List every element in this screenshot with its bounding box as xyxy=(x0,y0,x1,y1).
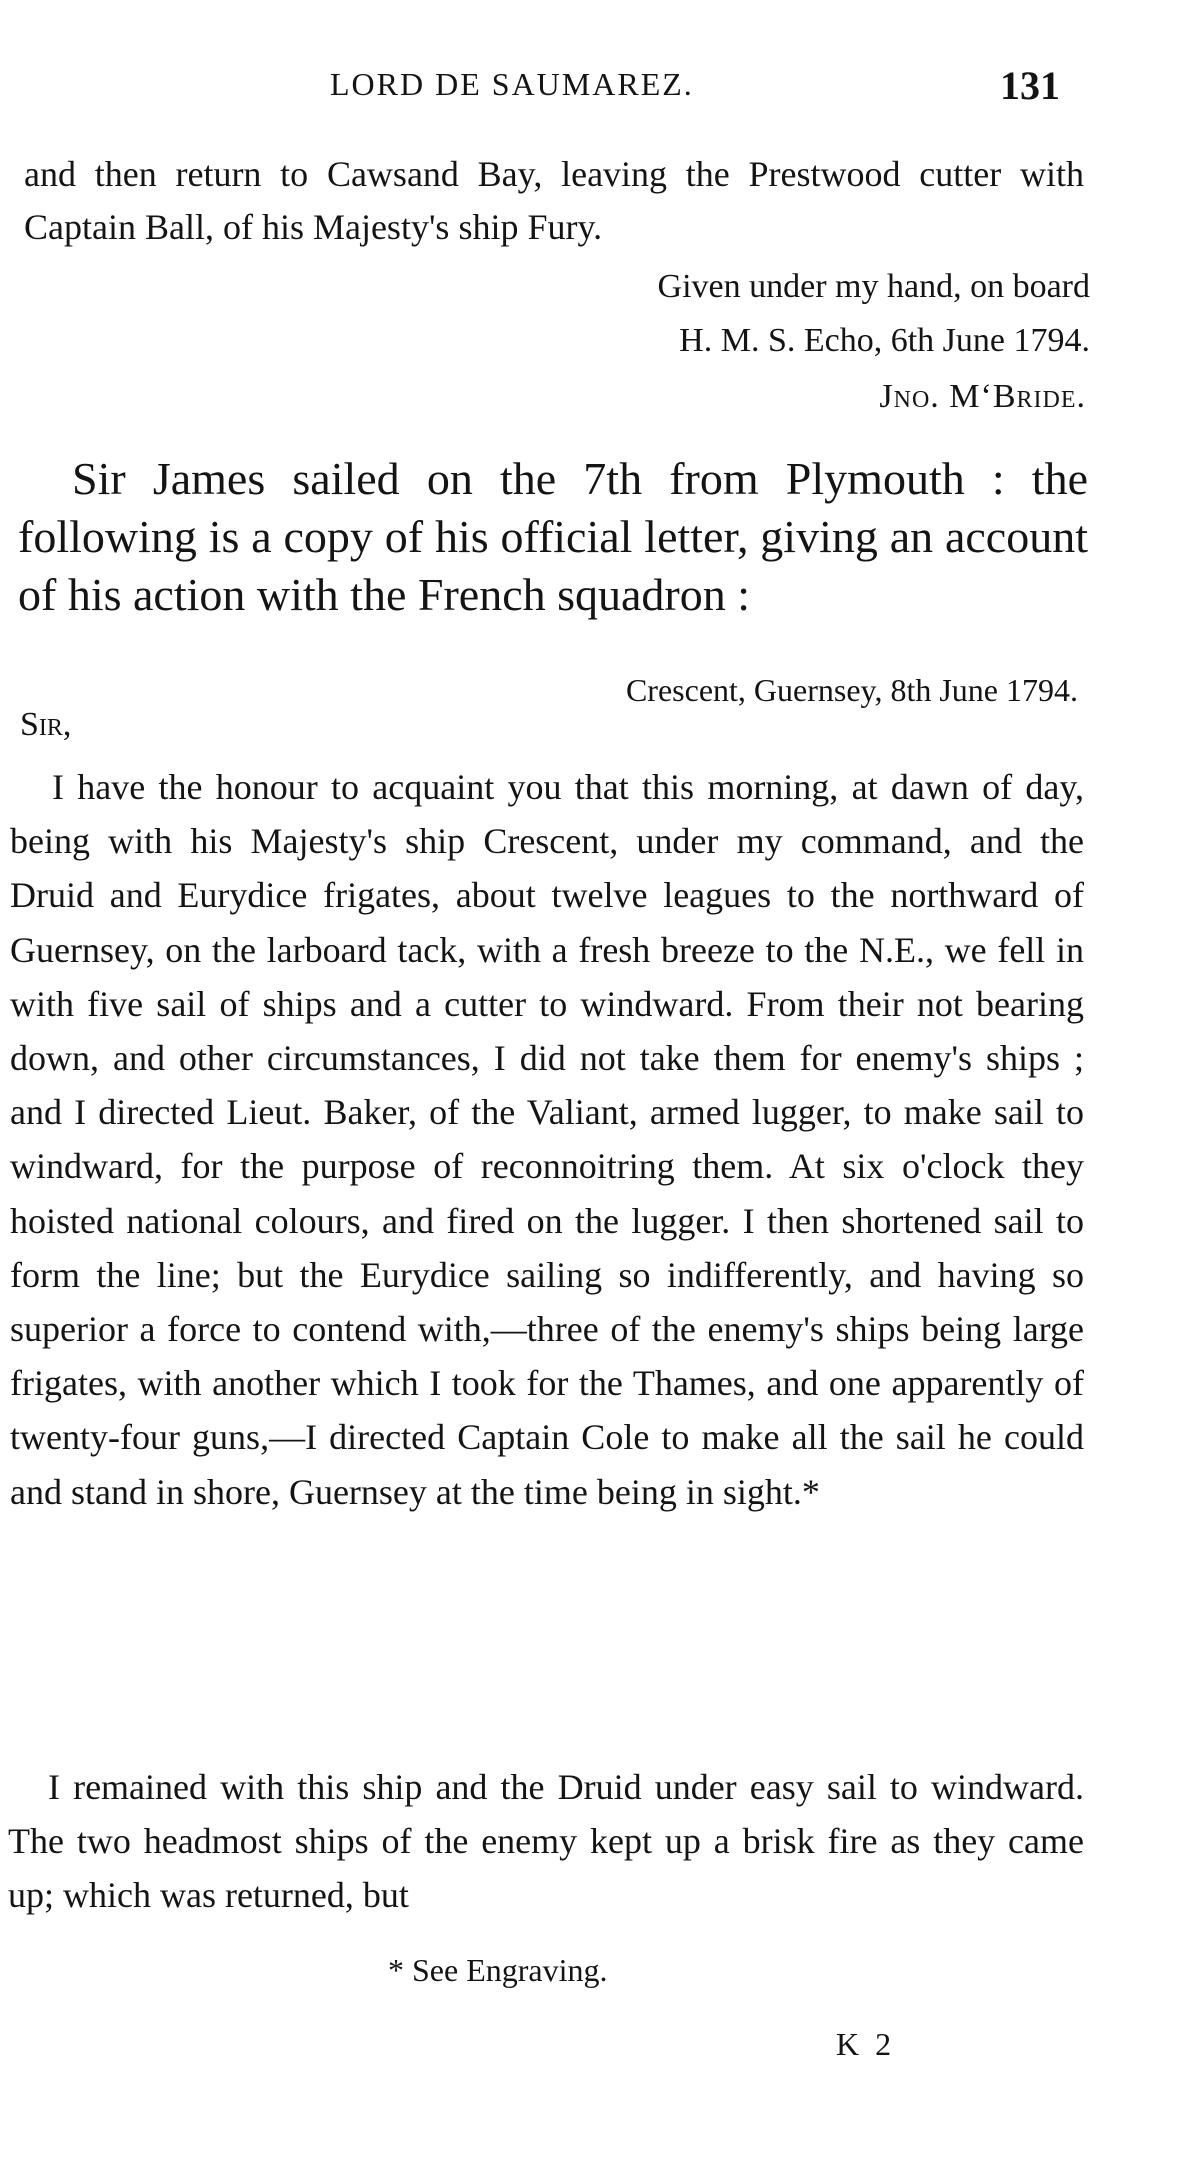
page-number: 131 xyxy=(1000,63,1060,108)
letter-dateline: Crescent, Guernsey, 8th June 1794. xyxy=(625,672,1078,708)
order-signoff-line-1: Given under my hand, on board xyxy=(657,268,1090,305)
signature-mark: K 2 xyxy=(836,2026,896,2062)
body-paragraph-1: and then return to Cawsand Bay, leaving the Prestwood cutter with Captain Ball, of his Majesty's ship Fury. xyxy=(24,154,1084,247)
running-head xyxy=(0,63,1204,116)
running-title: LORD DE SAUMAREZ. xyxy=(330,66,694,102)
letter-paragraph-1: I have the honour to acquaint you that this morning, at dawn of day, being with his Majesty's ship Crescent, under my command, and the Druid and Eurydice frigates, about twelve leagues to the northward of Guernsey, on the larboard tack, with a fresh breeze to the N.E., we fell in with five sail of ships and a cutter to windward. From their not bearing down, and other circumstances, I did not take them for enemy's ships ; and I directed Lieut. Baker, of the Valiant, armed lugger, to make sail to windward, for the purpose of reconnoitring them. At six o'clock they hoisted national colours, and fired on the lugger. I then shortened sail to form the line; but the Eurydice sailing so indifferently, and having so superior a force to contend with,—three of the enemy's ships being large frigates, with another which I took for the Thames, and one apparently of twenty-four guns,—I directed Captain Cole to make all the sail he could and stand in shore, Guernsey at the time being in sight.* xyxy=(10,767,1084,1512)
letter-paragraph-2: I remained with this ship and the Druid under easy sail to windward. The two headmost ships of the enemy kept up a brisk fire as they came up; which was returned, but xyxy=(8,1767,1084,1915)
letter-salutation: Sir, xyxy=(20,706,72,743)
order-signoff-line-2: H. M. S. Echo, 6th June 1794. xyxy=(679,322,1090,359)
body-paragraph-2: Sir James sailed on the 7th from Plymouth : the following is a copy of his official letter, giving an account of his action with the French squadron : xyxy=(18,453,1088,620)
order-signature: Jno. M‘Bride. xyxy=(879,378,1086,415)
footnote: * See Engraving. xyxy=(388,1952,608,1988)
